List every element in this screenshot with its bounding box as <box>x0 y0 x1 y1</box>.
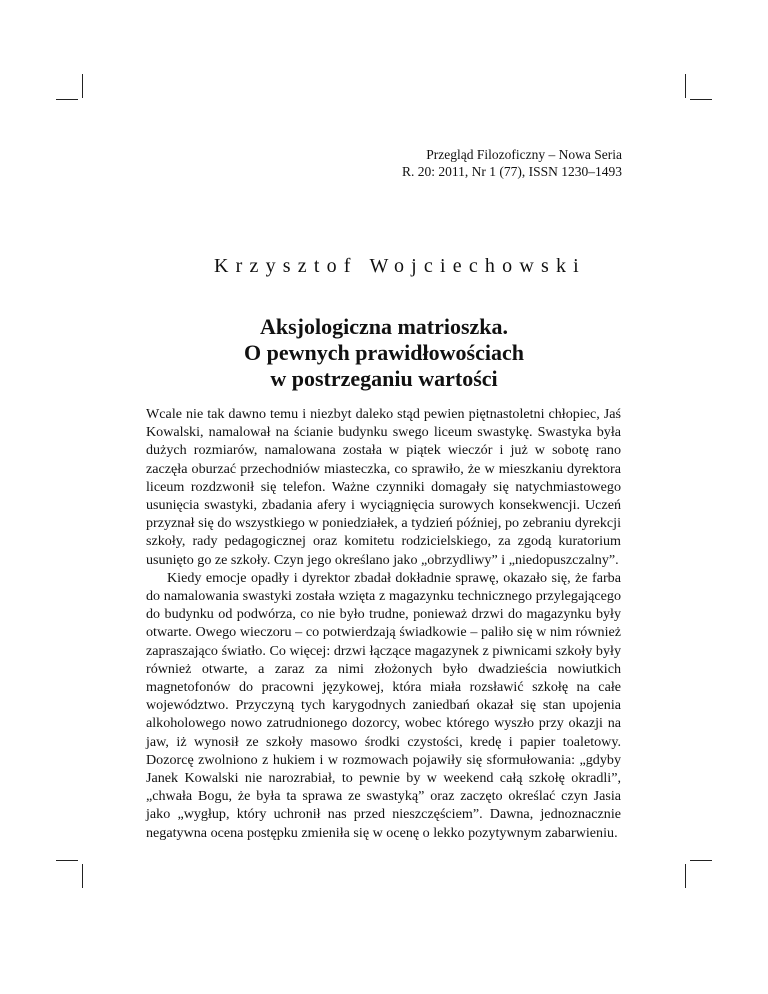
author-name: Krzysztof Wojciechowski <box>214 255 586 277</box>
crop-mark-top-left-vertical <box>82 74 83 98</box>
title-line-2: O pewnych prawidłowościach <box>244 340 524 365</box>
article-title <box>150 314 618 392</box>
crop-mark-bottom-left-vertical <box>82 864 83 888</box>
paragraph-1: Wcale nie tak dawno temu i niezbyt daleko stąd pewien piętnastoletni chłopiec, Jaś Kowalski, namalował na ścianie budynku swego liceum swastykę. Swastyka była dużych rozmiarów, namalowana została w piątek wieczór i już w sobotę rano zaczęła oburzać przechodniów miasteczka, co sprawiło, że w mieszkaniu dyrektora liceum rozdzwonił się telefon. Ważne czynniki domagały się natychmiastowego usunięcia swastyki, zbadania afery i wyciągnięcia surowych konsekwencji. Uczeń przyznał się do wszystkiego w poniedziałek, a tydzień później, po zebraniu dyrekcji szkoły, rady pedagogicznej oraz komitetu rodzicielskiego, za zgodą kuratorium usunięto go ze szkoły. Czyn jego określano jako „obrzydliwy” i „niedopuszczalny”. <box>146 406 621 568</box>
crop-mark-top-left-horizontal <box>56 99 78 100</box>
article-body <box>146 405 621 842</box>
paragraph-2: Kiedy emocje opadły i dyrektor zbadał dokładnie sprawę, okazało się, że farba do namalowania swastyki została wzięta z magazynku technicznego przylegającego do budynku od podwórza, co nie było trudne, ponieważ drzwi do magazynku były otwarte. Owego wieczoru – co potwierdzają świadkowie – paliło się w nim również zapraszająco światło. Co więcej: drzwi łączące magazynek z piwnicami szkoły były również otwarte, a zaraz za nimi złożonych było dwadzieścia nowiutkich magnetofonów do pracowni językowej, która miała rozsławić szkołę na całe województwo. Przyczyną tych karygodnych zaniedbań okazał się stan upojenia alkoholowego nowo zatrudnionego dozorcy, wobec którego wyszło przy okazji na jaw, iż wynosił ze szkoły masowo środki czystości, kredę i papier toaletowy. Dozorcę zwolniono z hukiem i w rozmowach pojawiły się sformułowania: „gdyby Janek Kowalski nie narozrabiał, to pewnie by w weekend całą szkołę okradli”, „chwała Bogu, że była ta sprawa ze swastyką” oraz zaczęto określać czyn Jasia jako „wygłup, który uchronił nas przed nieszczęściem”. Dawna, jednoznacznie negatywna ocena postępku zmieniła się w ocenę o lekko pozytywnym zabarwieniu. <box>146 569 621 841</box>
crop-mark-top-right-horizontal <box>690 99 712 100</box>
title-line-1: Aksjologiczna matrioszka. <box>259 314 509 339</box>
crop-mark-bottom-right-horizontal <box>690 860 712 861</box>
journal-header <box>402 146 622 180</box>
journal-issue-line: R. 20: 2011, Nr 1 (77), ISSN 1230–1493 <box>401 164 622 179</box>
journal-name-line: Przegląd Filozoficzny – Nowa Seria <box>426 147 622 162</box>
crop-mark-bottom-right-vertical <box>685 864 686 888</box>
crop-mark-top-right-vertical <box>685 74 686 98</box>
title-line-3: w postrzeganiu wartości <box>270 366 498 391</box>
crop-mark-bottom-left-horizontal <box>56 860 78 861</box>
